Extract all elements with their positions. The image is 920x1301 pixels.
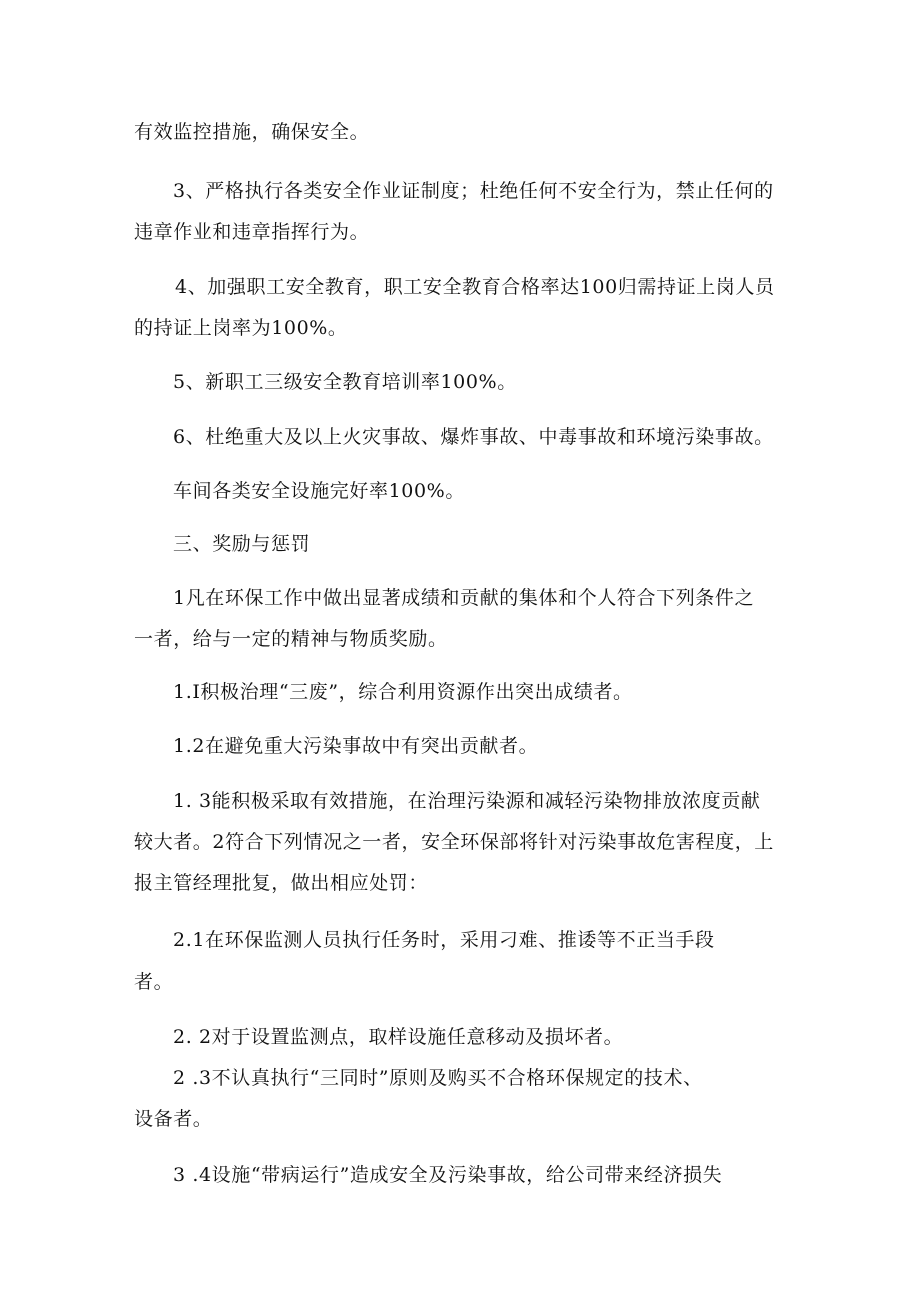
text-line: 1. 3能积极采取有效措施，在治理污染源和减轻污染物排放浓度贡献 [173, 790, 761, 812]
text-line: 的持证上岗率为100%。 [134, 317, 348, 339]
text-line: 3、严格执行各类安全作业证制度；杜绝任何不安全行为，禁止任何的 [173, 180, 774, 202]
text-line: 1.I积极治理“三废”，综合利用资源作出突出成绩者。 [173, 681, 633, 703]
text-line: 2. 2对于设置监测点，取样设施任意移动及损坏者。 [173, 1026, 624, 1048]
text-line: 1.2在避免重大污染事故中有突出贡献者。 [173, 735, 539, 757]
text-line: 4、加强职工安全教育，职工安全教育合格率达100归需持证上岗人员 [175, 276, 775, 298]
text-line: 一者，给与一定的精神与物质奖励。 [134, 628, 448, 650]
text-line: 1凡在环保工作中做出显著成绩和贡献的集体和个人符合下列条件之 [173, 587, 755, 609]
text-line: 报主管经理批复，做出相应处罚： [134, 872, 429, 894]
text-line: 3 .4设施“带病运行”造成安全及污染事故，给公司带来经济损失 [173, 1164, 723, 1186]
section-heading: 三、奖励与惩罚 [173, 533, 311, 555]
text-line: 5、新职工三级安全教育培训率100%。 [173, 371, 517, 393]
text-line: 较大者。2符合下列情况之一者，安全环保部将针对污染事故危害程度，上 [134, 831, 774, 853]
text-line: 2.1在环保监测人员执行任务时，采用刁难、推诿等不正当手段 [173, 929, 715, 951]
text-line: 2 .3不认真执行“三同时”原则及购买不合格环保规定的技术、 [173, 1067, 703, 1089]
text-line: 有效监控措施，确保安全。 [134, 121, 370, 143]
text-line: 车间各类安全设施完好率100%。 [173, 480, 465, 502]
text-line: 6、杜绝重大及以上火灾事故、爆炸事故、中毒事故和环境污染事故。 [173, 426, 774, 448]
text-line: 违章作业和违章指挥行为。 [134, 221, 370, 243]
text-line: 设备者。 [134, 1108, 213, 1130]
text-line: 者。 [134, 971, 174, 993]
